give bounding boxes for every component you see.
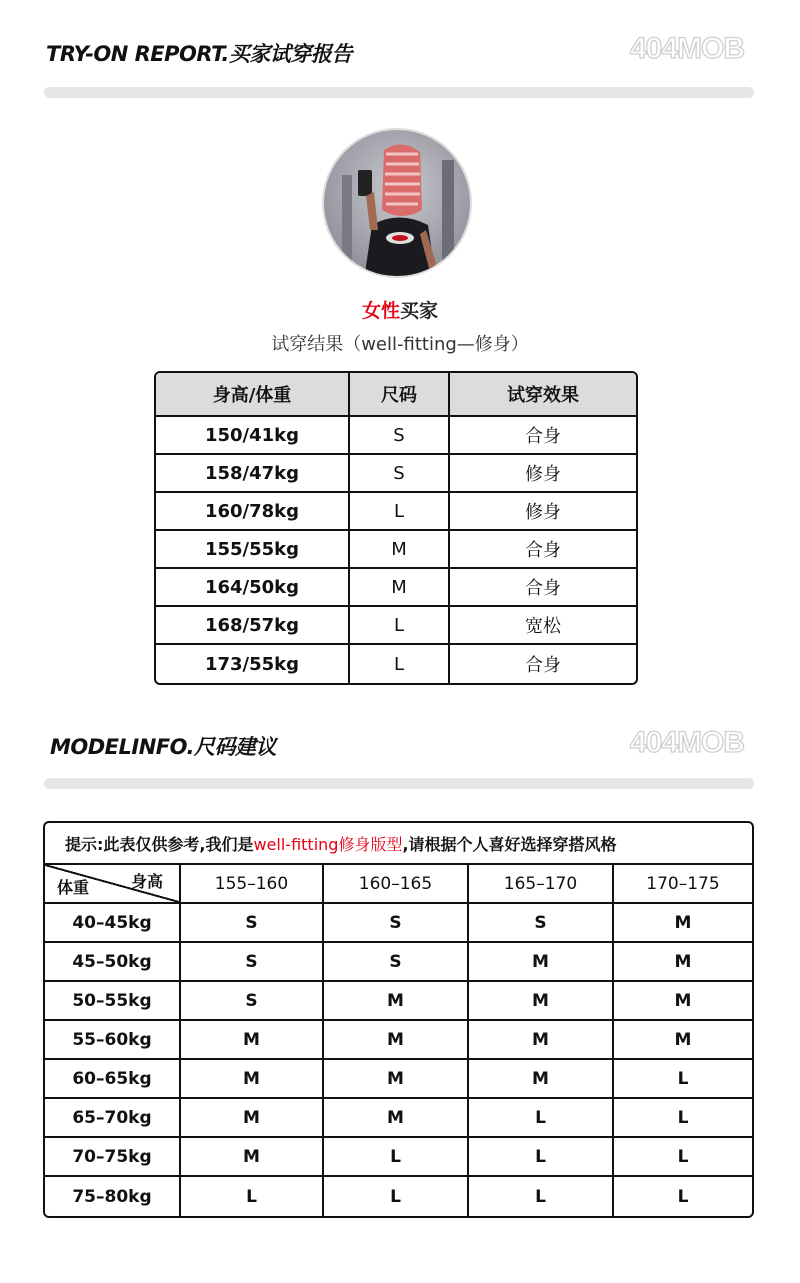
row-weight: 40–45kg <box>45 904 181 943</box>
divider <box>44 778 754 789</box>
table-row <box>156 607 636 645</box>
cell-size: L <box>324 1177 469 1216</box>
cell-size: M <box>614 904 752 943</box>
col-fit: 试穿效果 <box>450 373 636 417</box>
cell-size: L <box>614 1099 752 1138</box>
cell-size: L <box>614 1138 752 1177</box>
corner-header <box>45 865 181 904</box>
col-height: 170–175 <box>614 865 752 904</box>
cell-size: S <box>181 904 324 943</box>
buyer-gender: 女性 <box>361 300 400 322</box>
table-row <box>156 531 636 569</box>
tip-suffix: ,请根据个人喜好选择穿搭风格 <box>402 834 617 854</box>
divider <box>44 87 754 98</box>
table-header-row <box>156 373 636 417</box>
cell-size: M <box>614 982 752 1021</box>
buyer-title <box>0 296 800 323</box>
cell-size: S <box>350 417 450 455</box>
table-header-row <box>45 865 752 904</box>
col-height-weight: 身高/体重 <box>156 373 350 417</box>
table-row <box>45 1138 752 1177</box>
tip-highlight: well-fitting修身版型 <box>253 834 403 854</box>
cell-size: M <box>469 1021 614 1060</box>
cell-size: S <box>181 982 324 1021</box>
cell-height-weight: 160/78kg <box>156 493 350 531</box>
cell-size: M <box>469 982 614 1021</box>
size-recommendation-table <box>43 821 754 1218</box>
cell-fit: 合身 <box>525 655 561 676</box>
table-row <box>156 417 636 455</box>
cell-size: M <box>350 569 450 607</box>
cell-size: S <box>324 904 469 943</box>
cell-size: L <box>469 1099 614 1138</box>
row-weight: 60–65kg <box>45 1060 181 1099</box>
row-weight: 55–60kg <box>45 1021 181 1060</box>
buyer-label: 买家 <box>400 300 439 322</box>
tip-prefix: 提示:此表仅供参考,我们是 <box>65 834 254 854</box>
table-row <box>156 645 636 683</box>
cell-fit: 合身 <box>450 569 636 607</box>
table-row <box>156 493 636 531</box>
table-row <box>45 1099 752 1138</box>
cell-size: L <box>181 1177 324 1216</box>
table-row <box>45 982 752 1021</box>
cell-size: M <box>181 1138 324 1177</box>
cell-size: M <box>469 943 614 982</box>
table-row <box>45 1177 752 1216</box>
cell-size: L <box>350 607 450 645</box>
tryon-table <box>154 371 638 685</box>
cell-size: L <box>350 493 450 531</box>
cell-height-weight: 155/55kg <box>156 531 350 569</box>
cell-fit: 合身 <box>450 417 636 455</box>
cell-size: M <box>469 1060 614 1099</box>
cell-size: S <box>469 904 614 943</box>
brand-logo: 404MOB <box>629 32 744 65</box>
cell-size: S <box>181 943 324 982</box>
cell-size: L <box>677 1186 689 1207</box>
cell-size: M <box>324 1099 469 1138</box>
cell-size: M <box>181 1099 324 1138</box>
section-title-tryon: TRY-ON REPORT.买家试穿报告 <box>46 42 352 66</box>
table-row <box>45 1021 752 1060</box>
row-weight: 45–50kg <box>45 943 181 982</box>
section-title-modelinfo: MODELINFO.尺码建议 <box>50 735 277 759</box>
row-weight: 65–70kg <box>45 1099 181 1138</box>
cell-height-weight: 168/57kg <box>156 607 350 645</box>
cell-size: S <box>324 943 469 982</box>
avatar-illustration <box>324 130 472 278</box>
col-height: 155–160 <box>181 865 324 904</box>
tip-row <box>45 823 752 865</box>
col-size: 尺码 <box>350 373 450 417</box>
cell-size: S <box>350 455 450 493</box>
cell-size: L <box>350 645 450 683</box>
row-weight: 50–55kg <box>45 982 181 1021</box>
col-height: 165–170 <box>469 865 614 904</box>
cell-fit: 修身 <box>450 455 636 493</box>
cell-fit: 修身 <box>450 493 636 531</box>
table-row <box>156 455 636 493</box>
brand-logo: 404MOB <box>629 726 744 759</box>
cell-height-weight: 173/55kg <box>156 645 350 683</box>
table-row <box>45 1060 752 1099</box>
cell-size: L <box>469 1138 614 1177</box>
row-weight: 75–80kg <box>45 1177 181 1216</box>
cell-size: M <box>324 1060 469 1099</box>
buyer-avatar <box>322 128 472 278</box>
cell-size: M <box>614 1021 752 1060</box>
cell-size: M <box>350 531 450 569</box>
cell-fit: 合身 <box>450 531 636 569</box>
cell-size: M <box>181 1021 324 1060</box>
cell-size: M <box>614 943 752 982</box>
cell-fit: 宽松 <box>450 607 636 645</box>
cell-height-weight: 164/50kg <box>156 569 350 607</box>
cell-size: L <box>324 1138 469 1177</box>
tip-text <box>45 823 752 865</box>
cell-height-weight: 150/41kg <box>156 417 350 455</box>
row-weight: 70–75kg <box>45 1138 181 1177</box>
cell-size: L <box>614 1060 752 1099</box>
cell-size: M <box>181 1060 324 1099</box>
cell-height-weight: 158/47kg <box>156 455 350 493</box>
cell-size: M <box>324 1021 469 1060</box>
tryon-result-subtitle: 试穿结果（well-fitting—修身） <box>271 334 529 355</box>
cell-size: M <box>324 982 469 1021</box>
col-height: 160–165 <box>324 865 469 904</box>
corner-weight-label: 体重 <box>57 878 90 897</box>
table-row <box>45 943 752 982</box>
cell-size: L <box>469 1177 614 1216</box>
table-row <box>156 569 636 607</box>
corner-height-label: 身高 <box>130 872 163 891</box>
table-row <box>45 904 752 943</box>
